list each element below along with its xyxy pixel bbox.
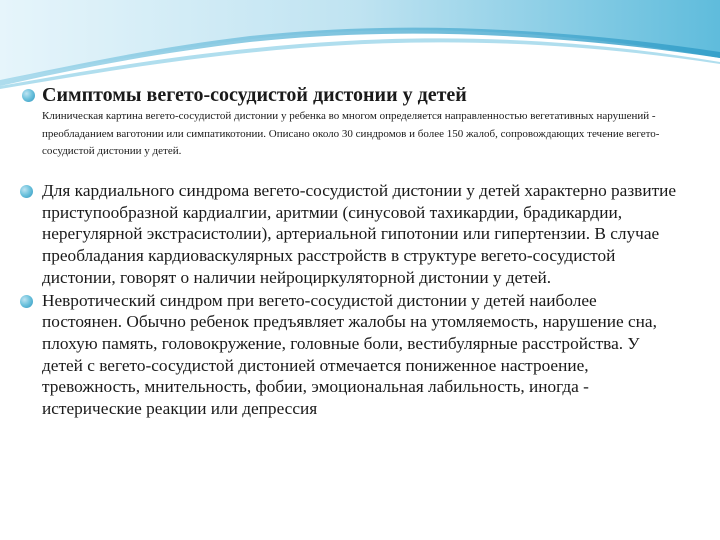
bullet-text: Невротический синдром при вегето-сосудистой дистонии у детей наиболее постоянен. Обычно ребенок предъявляет жалобы на утомляемость, нарушение сна, плохую память, головокружение, головные боли, вестибулярные расстройства. У детей с вегето-сосудистой дистонией отмечается пониженное настроение, тревожность, мнительность, фобии, эмоциональная лабильность, иногда - истерические реакции или депрессия	[42, 290, 657, 419]
bullet-icon	[20, 185, 33, 198]
slide-subtitle: Клиническая картина вегето-сосудистой дистонии у ребенка во многом определяется направленностью вегетативных нарушений - преобладанием ваготонии или симпатикотонии. Описано около 30 синдромов и более 150 жалоб, сопровождающих течение вегето-сосудистой дистонии у детей.	[42, 110, 660, 157]
header-wave-decoration	[0, 0, 720, 90]
bullet-text: Для кардиального синдрома вегето-сосудистой дистонии у детей характерно развитие приступообразной кардиалгии, аритмии (синусовой тахикардии, брадикардии, нерегулярной экстрасистолии), артериальной гипотонии или гипертензии. В случае преобладания кардиоваскулярных расстройств в структуре вегето-сосудистой дистонии, говорят о наличии нейроциркуляторной дистонии у детей.	[42, 181, 677, 287]
title-text: Симптомы вегето-сосудистой дистонии у детей	[42, 84, 467, 106]
title-bullet-icon	[22, 89, 35, 102]
slide-title	[22, 83, 702, 107]
bullet-item-neurotic	[20, 290, 680, 420]
bullet-item-cardiac	[20, 180, 680, 289]
bullet-icon	[20, 295, 33, 308]
slide-body	[20, 180, 680, 421]
